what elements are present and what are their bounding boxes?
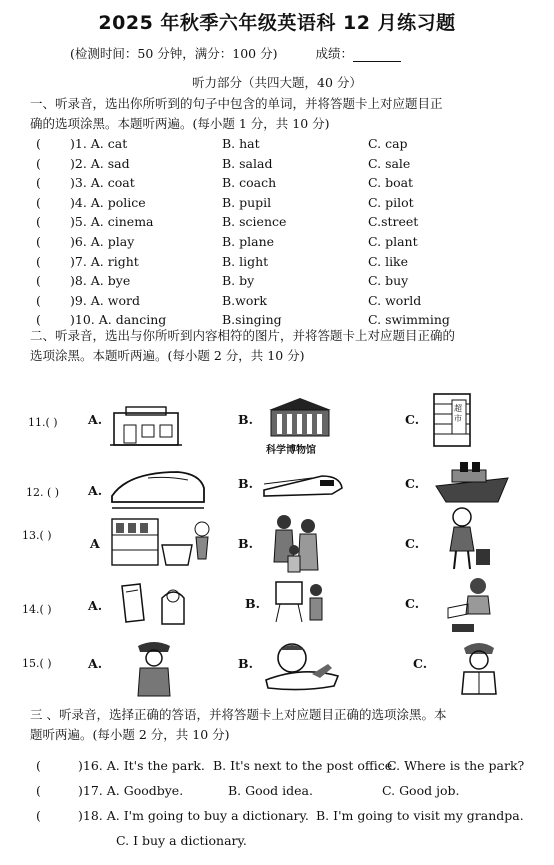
q7-option-b: B. light [222,253,269,269]
listening-header: 听力部分（共四大题，40 分） [192,75,362,90]
q18-option-b: B. I'm going to visit my grandpa. [316,808,524,823]
q10-option-c: C. swimming [368,312,450,328]
q1-option-c: C. cap [368,136,408,151]
q5-option-a: )5. A. cinema [70,214,154,230]
section3-instruction-line2: 题听两遍。(每小题 2 分，共 10 分) [30,727,230,742]
q17-paren: ( [36,783,41,798]
q2-option-c: C. sale [368,155,411,171]
section2-instruction-line2: 选项涂黑。本题听两遍。(每小题 2 分，共 10 分) [30,348,305,363]
q4-option-c: C. pilot [368,194,414,210]
q5-option-c: C.street [368,214,419,230]
q1-option-a: )1. A. cat [70,136,128,151]
q3-option-a: )3. A. coat [70,175,135,191]
q12-label-a: A. [88,483,103,498]
q13-label-a: A [90,536,100,551]
q18-option-c: C. I buy a dictionary. [116,833,247,848]
q8-paren: ( [36,273,41,289]
q6-option-a: )6. A. play [70,234,135,249]
q10-option-b: B.singing [222,312,282,328]
q14-label-c: C. [405,596,420,611]
q15-label-c: C. [413,656,428,671]
q9-option-c: C. world [368,292,422,308]
q11-label-c: C. [405,412,420,427]
q14-picture-a-tv [118,580,192,628]
q8-option-c: C. buy [368,273,409,289]
q11-picture-b-museum [265,396,335,438]
q2-option-b: B. salad [222,155,273,171]
time-info: (检测时间：50 分钟，满分：100 分) [70,46,278,61]
q5-paren: ( [36,214,41,230]
q14-label-a: A. [88,598,103,613]
q13-label-c: C. [405,536,420,551]
q11-picture-a-shop [110,405,182,447]
q18-option-a: )18. A. I'm going to buy a dictionary. [78,808,309,823]
q9-paren: ( [36,292,41,308]
page-title: 2025 年秋季六年级英语科 12 月练习题 [98,12,456,34]
test-meta [70,44,401,62]
q18-paren: ( [36,808,41,823]
q15-picture-c-student [454,638,504,696]
q7-option-a: )7. A. right [70,253,139,269]
q3-option-b: B. coach [222,175,277,191]
q4-option-a: )4. A. police [70,194,146,210]
q11-label-b: B. [238,412,253,427]
section2-instruction-line1: 二、听录音，选出与你所听到内容相符的图片，并将答题卡上对应题目正确的 [30,328,456,343]
q13-picture-b-family [266,512,328,576]
q9-option-b: B.work [222,292,267,308]
q13-number: 13.( ) [22,529,52,542]
section1-instructions [30,94,530,134]
section2-instructions [30,326,530,366]
q8-option-a: )8. A. bye [70,273,131,289]
q16-option-b: B. It's next to the post office. [213,758,397,773]
q17-option-b: B. Good idea. [228,783,313,798]
q15-number: 15.( ) [22,657,52,670]
q9-option-a: )9. A. word [70,292,140,308]
q14-picture-b-painting [270,578,328,624]
q16-paren: ( [36,758,41,773]
score-label: 成绩： [315,46,353,61]
q12-label-c: C. [405,476,420,491]
q10-option-a: )10. A. dancing [70,312,167,328]
q13-label-b: B. [238,536,253,551]
q15-label-b: B. [238,656,253,671]
q12-label-b: B. [238,476,253,491]
section3-instructions [30,705,530,745]
q12-picture-a-train [108,466,208,514]
section1-instruction-line1: 一、听录音，选出你所听到的句子中包含的单词，并将答题卡上对应题目正 [30,96,443,111]
q17-option-a: )17. A. Goodbye. [78,783,184,798]
q11-number: 11.( ) [28,416,58,429]
q11-museum-caption: 科学博物馆 [266,445,316,456]
q3-option-c: C. boat [368,175,414,191]
q4-paren: ( [36,194,41,210]
q12-picture-b-subway [262,470,344,500]
section3-instruction-line1: 三 、听录音，选择正确的答语，并将答题卡上对应题目正确的选项涂黑。本 [30,707,447,722]
q17-option-c: C. Good job. [382,783,460,798]
section1-instruction-line2: 确的选项涂黑。本题听两遍。(每小题 1 分，共 10 分) [30,116,330,131]
q6-option-b: B. plane [222,234,275,249]
q15-picture-b-pilot [262,638,342,694]
q11-picture-c-supermarket [432,392,472,448]
q3-paren: ( [36,175,41,191]
q1-option-b: B. hat [222,136,260,151]
q15-picture-a-police [130,638,178,698]
q8-option-b: B. by [222,273,255,289]
q7-paren: ( [36,253,41,269]
q14-picture-c-reading [444,574,506,638]
q13-picture-c-traveler [436,505,494,575]
q6-option-c: C. plant [368,234,418,249]
q12-number: 12. ( ) [26,486,60,499]
q11-label-a: A. [88,412,103,427]
q14-label-b: B. [245,596,260,611]
q15-label-a: A. [88,656,103,671]
q2-option-a: )2. A. sad [70,155,130,171]
q4-option-b: B. pupil [222,194,272,210]
q2-paren: ( [36,155,41,171]
q7-option-c: C. like [368,253,409,269]
score-blank [353,49,401,62]
q16-option-c: C. Where is the park? [387,758,525,773]
q6-paren: ( [36,234,41,249]
q1-paren: ( [36,136,41,151]
q16-option-a: )16. A. It's the park. [78,758,205,773]
q10-paren: ( [36,312,41,328]
q12-picture-c-ship [432,458,512,506]
q11-supermarket-sign: 超市 [454,404,462,423]
q13-picture-a-shopping [110,515,214,573]
q14-number: 14.( ) [22,603,52,616]
q5-option-b: B. science [222,214,287,230]
